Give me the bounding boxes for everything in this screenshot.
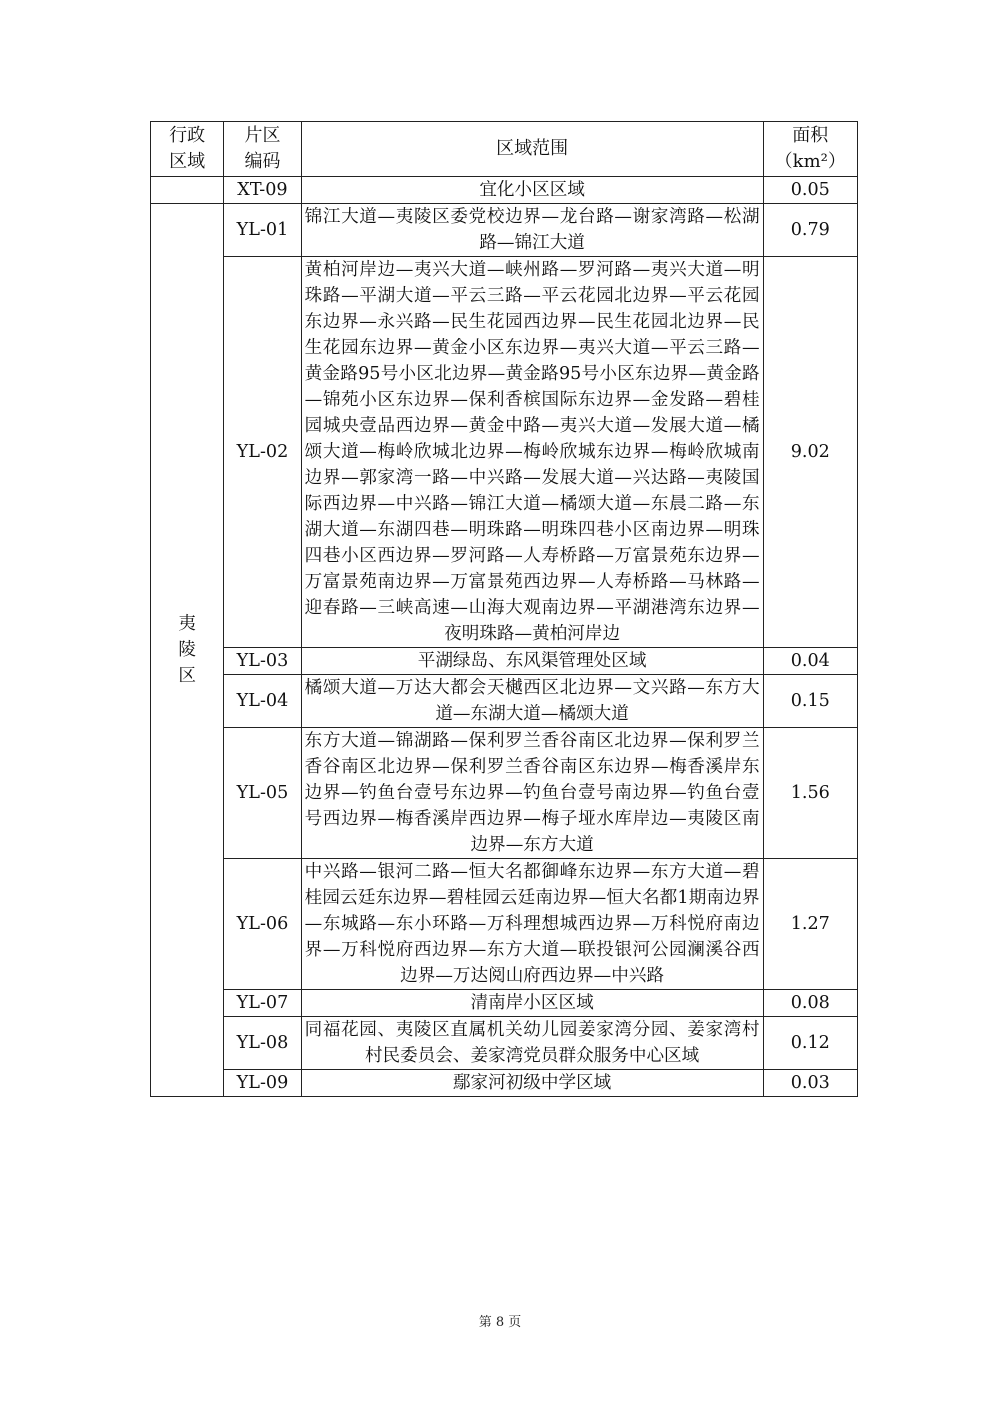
zone-area: 1.27	[763, 859, 857, 990]
header-admin-region: 行政区域	[151, 122, 224, 177]
admin-region-name: 夷陵区	[178, 614, 196, 686]
zone-range: 宜化小区区域	[301, 177, 763, 204]
header-area: 面积（km²）	[763, 122, 857, 177]
zone-area: 0.12	[763, 1017, 857, 1070]
zone-area: 0.08	[763, 990, 857, 1017]
table-row	[151, 177, 858, 204]
zone-code: YL-04	[224, 675, 301, 728]
zone-range: 中兴路—银河二路—恒大名都御峰东边界—东方大道—碧桂园云廷东边界—碧桂园云廷南边界—恒大名都1期南边界—东城路—东小环路—万科理想城西边界—万科悦府南边界—万科悦府西边界—东方大道—联投银河公园澜溪谷西边界—万达阅山府西边界—中兴路	[301, 859, 763, 990]
table-row	[151, 648, 858, 675]
zone-code: YL-05	[224, 728, 301, 859]
header-zone-code: 片区编码	[224, 122, 301, 177]
zone-area: 0.15	[763, 675, 857, 728]
zone-area: 0.03	[763, 1070, 857, 1097]
table-header-row	[151, 122, 858, 177]
table-row	[151, 990, 858, 1017]
zone-code: YL-09	[224, 1070, 301, 1097]
table-row	[151, 675, 858, 728]
table-row	[151, 859, 858, 990]
zone-range: 黄柏河岸边—夷兴大道—峡州路—罗河路—夷兴大道—明珠路—平湖大道—平云三路—平云花园北边界—平云花园东边界—永兴路—民生花园西边界—民生花园北边界—民生花园东边界—黄金小区东边界—夷兴大道—平云三路—黄金路95号小区北边界—黄金路95号小区东边界—黄金路—锦苑小区东边界—保利香槟国际东边界—金发路—碧桂园城央壹品西边界—黄金中路—夷兴大道—发展大道—橘颂大道—梅岭欣城北边界—梅岭欣城东边界—梅岭欣城南边界—郭家湾一路—中兴路—发展大道—兴达路—夷陵国际西边界—中兴路—锦江大道—橘颂大道—东晨二路—东湖大道—东湖四巷—明珠路—明珠四巷小区南边界—明珠四巷小区西边界—罗河路—人寿桥路—万富景苑东边界—万富景苑南边界—万富景苑西边界—人寿桥路—马林路—迎春路—三峡高速—山海大观南边界—平湖港湾东边界—夜明珠路—黄柏河岸边	[301, 257, 763, 648]
zone-area: 0.04	[763, 648, 857, 675]
table-row	[151, 257, 858, 648]
zone-code: YL-06	[224, 859, 301, 990]
zone-area: 0.79	[763, 204, 857, 257]
zone-code: YL-07	[224, 990, 301, 1017]
header-zone-range: 区域范围	[301, 122, 763, 177]
table-row	[151, 728, 858, 859]
zone-code: XT-09	[224, 177, 301, 204]
zone-table	[150, 121, 858, 1097]
zone-range: 平湖绿岛、东风渠管理处区域	[301, 648, 763, 675]
zone-range: 清南岸小区区域	[301, 990, 763, 1017]
zone-code: YL-01	[224, 204, 301, 257]
zone-range: 鄢家河初级中学区域	[301, 1070, 763, 1097]
zone-range: 橘颂大道—万达大都会天樾西区北边界—文兴路—东方大道—东湖大道—橘颂大道	[301, 675, 763, 728]
page-number: 第 8 页	[478, 1315, 522, 1330]
zone-code: YL-03	[224, 648, 301, 675]
zone-range: 东方大道—锦湖路—保利罗兰香谷南区北边界—保利罗兰香谷南区北边界—保利罗兰香谷南区东边界—梅香溪岸东边界—钓鱼台壹号东边界—钓鱼台壹号南边界—钓鱼台壹号西边界—梅香溪岸西边界—梅子垭水库岸边—夷陵区南边界—东方大道	[301, 728, 763, 859]
table-row	[151, 1070, 858, 1097]
zone-area: 1.56	[763, 728, 857, 859]
zone-range: 锦江大道—夷陵区委党校边界—龙台路—谢家湾路—松湖路—锦江大道	[301, 204, 763, 257]
zone-code: YL-02	[224, 257, 301, 648]
admin-region-cell	[151, 204, 224, 1097]
zone-range: 同福花园、夷陵区直属机关幼儿园姜家湾分园、姜家湾村村民委员会、姜家湾党员群众服务中心区域	[301, 1017, 763, 1070]
zone-area: 0.05	[763, 177, 857, 204]
zone-code: YL-08	[224, 1017, 301, 1070]
admin-cell-previous	[151, 177, 224, 204]
table-row	[151, 204, 858, 257]
table-row	[151, 1017, 858, 1070]
zone-area: 9.02	[763, 257, 857, 648]
